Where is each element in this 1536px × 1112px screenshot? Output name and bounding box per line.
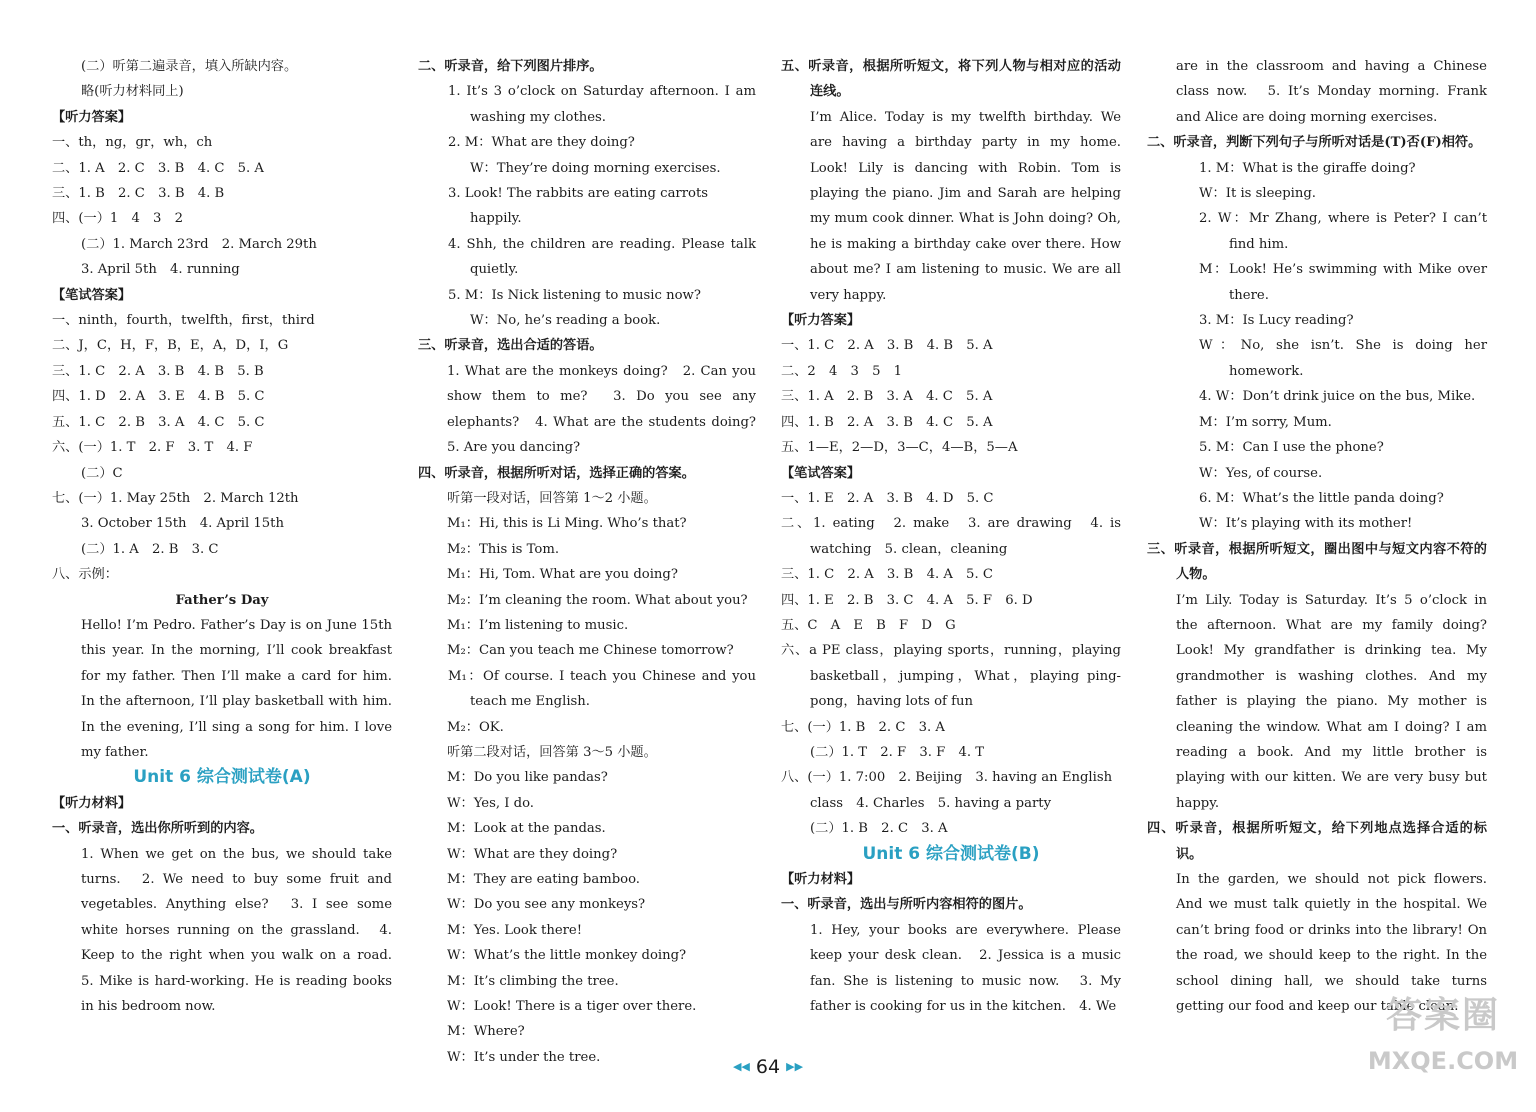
text-line: 八、示例： [52,567,118,583]
text-line: 3. October 15th 4. April 15th [81,516,284,532]
next-arrow-icon: ▶▶ [786,1060,804,1073]
text-line: 五、1. C 2. B 3. A 4. C 5. C [52,414,265,430]
text-line: 八、(一）1. 7:00 2. Beijing 3. having an English class 4. Charles 5. having a party [781,770,1113,811]
text-line: 二、J，C，H，F，B，E，A，D，I，G [52,338,289,354]
text-line: M：I’m sorry, Mum. [1199,414,1332,430]
text-line: 三、听录音，选出合适的答语。 [418,338,603,354]
text-line: M₁：I’m listening to music. [447,617,629,633]
text-line: 1. M：What is the giraffe doing? [1199,160,1416,176]
text-line: M₂：I’m cleaning the room. What about you? [447,592,748,608]
text-line: M：They are eating bamboo. [447,872,640,887]
text-line: Father’s Day [175,592,269,608]
text-line: 四、听录音，根据所听短文，给下列地点选择合适的标识。 [1147,821,1487,862]
text-line: 二、听录音，给下列图片排序。 [418,59,603,74]
text-line: M₂：OK. [447,719,504,735]
column-4 [1147,54,1487,1019]
text-line: (二）1. A 2. B 3. C [81,541,219,557]
text-line: 1. Hey, your books are everywhere. Please keep your desk clean. 2. Jessica is a music fan. She is listening to music now. 3. My father is cooking for us in the kitchen. 4. We [810,922,1121,1015]
text-line: In the garden, we should not pick flowers. And we must talk quietly in the hospital. We can’t bring food or drinks into the library! On the road, we should keep to the right. In the school dining hall, we should take turns getting our food and keep our table clean. [1176,872,1487,1015]
text-line: 五、听录音，根据所听短文，将下列人物与相对应的活动连线。 [781,59,1121,100]
text-line: 四、1. E 2. B 3. C 4. A 5. F 6. D [781,592,1033,608]
text-line: 四、(一）1 4 3 2 [52,211,184,227]
section-label: 【听力材料】 [52,795,132,811]
text-line: 3. April 5th 4. running [81,262,240,278]
section-label: 【听力答案】 [52,109,132,125]
text-line: 一、th，ng，gr，wh，ch [52,135,213,151]
text-line: 3. M：Is Lucy reading? [1199,313,1354,329]
text-line: 六、(一）1. T 2. F 3. T 4. F [52,440,253,456]
text-line: 1. What are the monkeys doing? 2. Can you show them to me? 3. Do you see any elephants? 4. What are the students doing? 5. Are you dancing? [447,363,770,456]
text-line: 六、a PE class，playing sports，running，playing basketball，jumping，What，playing ping-pong，having lots of fun [781,643,1121,710]
text-line: M₁：Hi, this is Li Ming. Who’s that? [447,516,687,532]
text-line: 七、(一）1. May 25th 2. March 12th [52,490,299,506]
text-line: (二）1. T 2. F 3. F 4. T [810,744,985,760]
text-line: 三、1. A 2. B 3. A 4. C 5. A [781,389,993,405]
text-line: 七、(一）1. B 2. C 3. A [781,719,945,735]
text-line: 五、1—E，2—D，3—C，4—B，5—A [781,440,1018,456]
section-label: 【听力答案】 [781,313,861,329]
text-line: M：It’s climbing the tree. [447,973,619,989]
section-title: Unit 6 综合测试卷(A) [133,767,311,788]
column-1 [52,54,406,1019]
text-line: W：Yes, I do. [447,795,534,811]
text-line: W：It’s under the tree. [447,1049,601,1065]
text-line: 四、1. B 2. A 3. B 4. C 5. A [781,414,993,430]
page-number-text: 64 [755,1056,781,1078]
text-line: M：Look! He’s swimming with Mike over there. [1199,262,1487,303]
text-line: 5. M：Can I use the phone? [1199,440,1384,456]
text-line: 1. When we get on the bus, we should take turns. 2. We need to buy some fruit and vegetables. Anything else? 3. I see some white horses running on the grassland. 4. Keep to the right when you walk on a road. 5. Mike is hard-working. He is reading books in his bedroom now. [81,846,406,1015]
text-line: 三、听录音，根据所听短文，圈出图中与短文内容不符的人物。 [1147,541,1487,583]
text-line: W：It is sleeping. [1199,186,1317,202]
text-line: W：Look! There is a tiger over there. [447,999,697,1015]
text-line: W：It’s playing with its mother! [1199,516,1413,532]
text-line: 2. W：Mr Zhang, where is Peter? I can’t find him. [1199,211,1487,252]
text-line: 一、1. C 2. A 3. B 4. B 5. A [781,338,993,354]
text-line: 4. Shh, the children are reading. Please talk quietly. [448,236,756,278]
text-line: 4. W：Don’t drink juice on the bus, Mike. [1199,389,1476,405]
text-line: (二）1. March 23rd 2. March 29th [81,236,317,252]
column-3 [781,54,1121,1019]
section-label: 【笔试答案】 [781,465,861,481]
text-line: 1. It’s 3 o’clock on Saturday afternoon. I am washing my clothes. [448,84,756,125]
watermark [1358,988,1528,1106]
text-line: W：No, he’s reading a book. [470,313,661,329]
text-line: M：Yes. Look there! [447,922,583,938]
text-line: W：They’re doing morning exercises. [470,160,721,176]
text-line: 3. Look! The rabbits are eating carrots happily. [448,186,709,227]
text-line: 2. M：What are they doing? [448,135,635,151]
prev-arrow-icon: ◀◀ [732,1060,750,1073]
text-line: M₁：Hi, Tom. What are you doing? [447,567,678,583]
text-line: M：Look at the pandas. [447,821,606,837]
text-line: I’m Lily. Today is Saturday. It’s 5 o’clock in the afternoon. What are my family doing? Look! My grandfather is drinking tea. My grandmother is washing clothes. And my father is playing the piano. My mother is cleaning the window. What am I doing? I am reading a book. And my little brother is playing with our kitten. We are very busy but happy. [1176,592,1487,811]
text-line: 四、1. D 2. A 3. E 4. B 5. C [52,389,265,405]
text-line: 6. M：What’s the little panda doing? [1199,490,1444,506]
text-line: W：Do you see any monkeys? [447,897,646,913]
text-line: 二、1. A 2. C 3. B 4. C 5. A [52,160,264,176]
text-line: M₂：This is Tom. [447,541,560,557]
text-line: 五、C A E B F D G [781,617,956,633]
text-line: M₁：Of course. I teach you Chinese and you teach me English. [448,668,756,710]
text-line: 听第一段对话，回答第 1～2 小题。 [447,490,657,506]
text-line: W：What are they doing? [447,846,618,862]
page-number [0,1056,1536,1078]
text-line: 三、1. B 2. C 3. B 4. B [52,186,225,202]
text-line: 三、1. C 2. A 3. B 4. B 5. B [52,363,264,379]
text-line: W：No, she isn’t. She is doing her homework. [1199,338,1487,379]
text-line: 二、2 4 3 5 1 [781,363,903,379]
section-label: 【听力材料】 [781,872,861,887]
text-line: 一、听录音，选出你所听到的内容。 [52,821,263,837]
text-line: 听第二段对话，回答第 3～5 小题。 [447,744,657,760]
text-line: 一、1. E 2. A 3. B 4. D 5. C [781,490,994,506]
column-2 [418,54,770,1070]
watermark-logo-text: 答案圈 [1385,995,1500,1036]
text-line: 二、听录音，判断下列句子与所听对话是(T)否(F)相符。 [1147,135,1482,151]
section-title: Unit 6 综合测试卷(B) [862,843,1040,864]
text-line: 二、1. eating 2. make 3. are drawing 4. is watching 5. clean，cleaning [781,516,1121,557]
text-line: M₂：Can you teach me Chinese tomorrow? [447,643,734,659]
text-line: (二）C [81,465,123,481]
text-line: W：Yes, of course. [1199,465,1323,481]
text-line: 四、听录音，根据所听对话，选择正确的答案。 [418,465,695,481]
text-line: 一、ninth，fourth，twelfth，first，third [52,313,315,329]
text-line: are in the classroom and having a Chinese class now. 5. It’s Monday morning. Frank and Alice are doing morning exercises. [1176,59,1487,125]
text-line: M：Where? [447,1024,525,1040]
section-label: 【笔试答案】 [52,287,132,303]
text-line: (二）1. B 2. C 3. A [810,821,948,837]
text-line: M：Do you like pandas? [447,770,608,786]
text-line: Hello! I’m Pedro. Father’s Day is on June 15th this year. In the morning, I’ll cook breakfast for my father. Then I’ll make a card for him. In the afternoon, I’ll play basketball with him. In the evening, I’ll sing a song for him. I love my father. [81,617,392,760]
text-line: I’m Alice. Today is my twelfth birthday. We are having a birthday party in my home. Look! Lily is dancing with Robin. Tom is playing the piano. Jim and Sarah are helping my mum cook dinner. What is John doing? Oh, he is making a birthday cake over there. How about me? I am listening to music. We are all very happy. [810,109,1121,303]
text-line: 一、听录音，选出与所听内容相符的图片。 [781,897,1032,913]
text-line: 三、1. C 2. A 3. B 4. A 5. C [781,567,993,583]
text-line: 5. M：Is Nick listening to music now? [448,287,701,303]
text-line: (二）听第二遍录音，填入所缺内容。 [81,59,298,74]
text-line: 略(听力材料同上) [81,84,184,100]
watermark-url: MXQE.COM [1367,1047,1519,1075]
text-line: W：What’s the little monkey doing? [447,948,687,964]
